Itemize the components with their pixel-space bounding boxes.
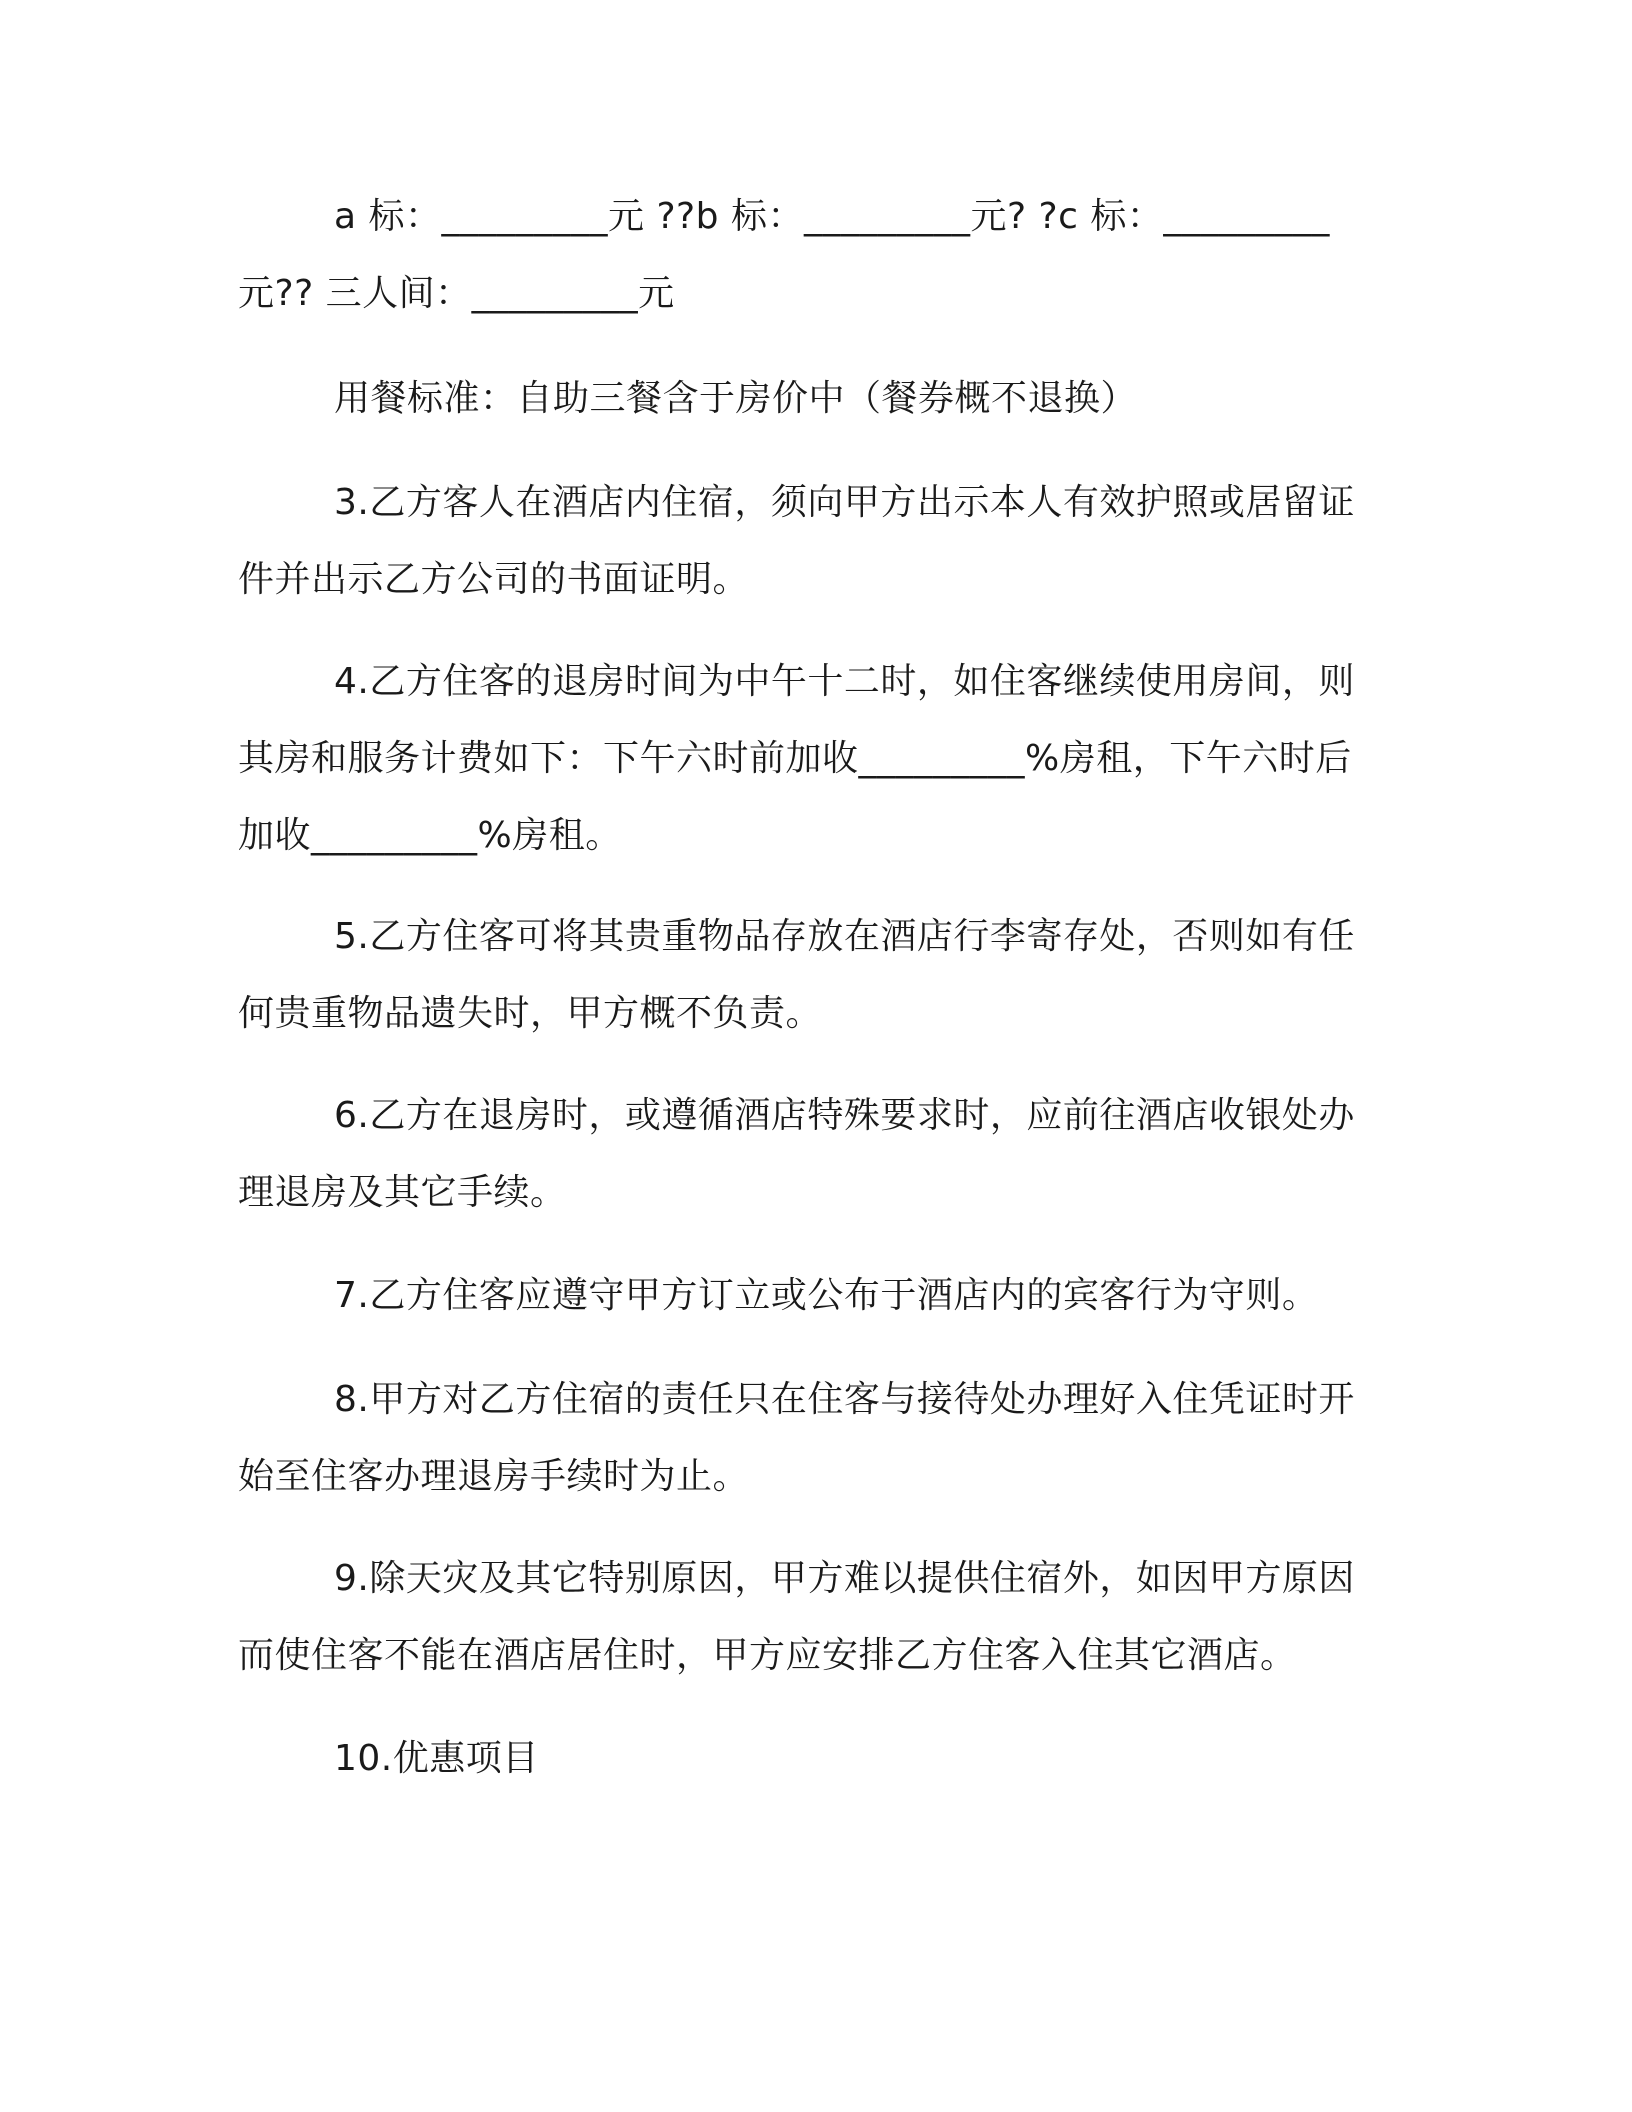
clause-4-paragraph: 4.乙方住客的退房时间为中午十二时，如住客继续使用房间，则其房和服务计费如下：下午六时前加收_________%房租，下午六时后加收_________%房租。 [238, 661, 1355, 856]
clause-3-paragraph: 3.乙方客人在酒店内住宿，须向甲方出示本人有效护照或居留证件并出示乙方公司的书面证明。 [238, 482, 1355, 600]
clause-5-paragraph: 5.乙方住客可将其贵重物品存放在酒店行李寄存处，否则如有任何贵重物品遗失时，甲方概不负责。 [238, 916, 1355, 1034]
clause-8-paragraph: 8.甲方对乙方住宿的责任只在住客与接待处办理好入住凭证时开始至住客办理退房手续时为止。 [238, 1379, 1355, 1497]
room-rate-paragraph: a 标：_________元 ??b 标：_________元? ?c 标：_________元?? 三人间：_________元 [238, 196, 1330, 314]
clause-7-paragraph: 7.乙方住客应遵守甲方订立或公布于酒店内的宾客行为守则。 [334, 1275, 1319, 1316]
clause-10-heading: 10.优惠项目 [334, 1738, 539, 1779]
clause-9-paragraph: 9.除天灾及其它特别原因，甲方难以提供住宿外，如因甲方原因而使住客不能在酒店居住时，甲方应安排乙方住客入住其它酒店。 [238, 1558, 1355, 1676]
meal-standard-paragraph: 用餐标准：自助三餐含于房价中（餐券概不退换） [334, 378, 1138, 419]
clause-6-paragraph: 6.乙方在退房时，或遵循酒店特殊要求时，应前往酒店收银处办理退房及其它手续。 [238, 1095, 1355, 1213]
